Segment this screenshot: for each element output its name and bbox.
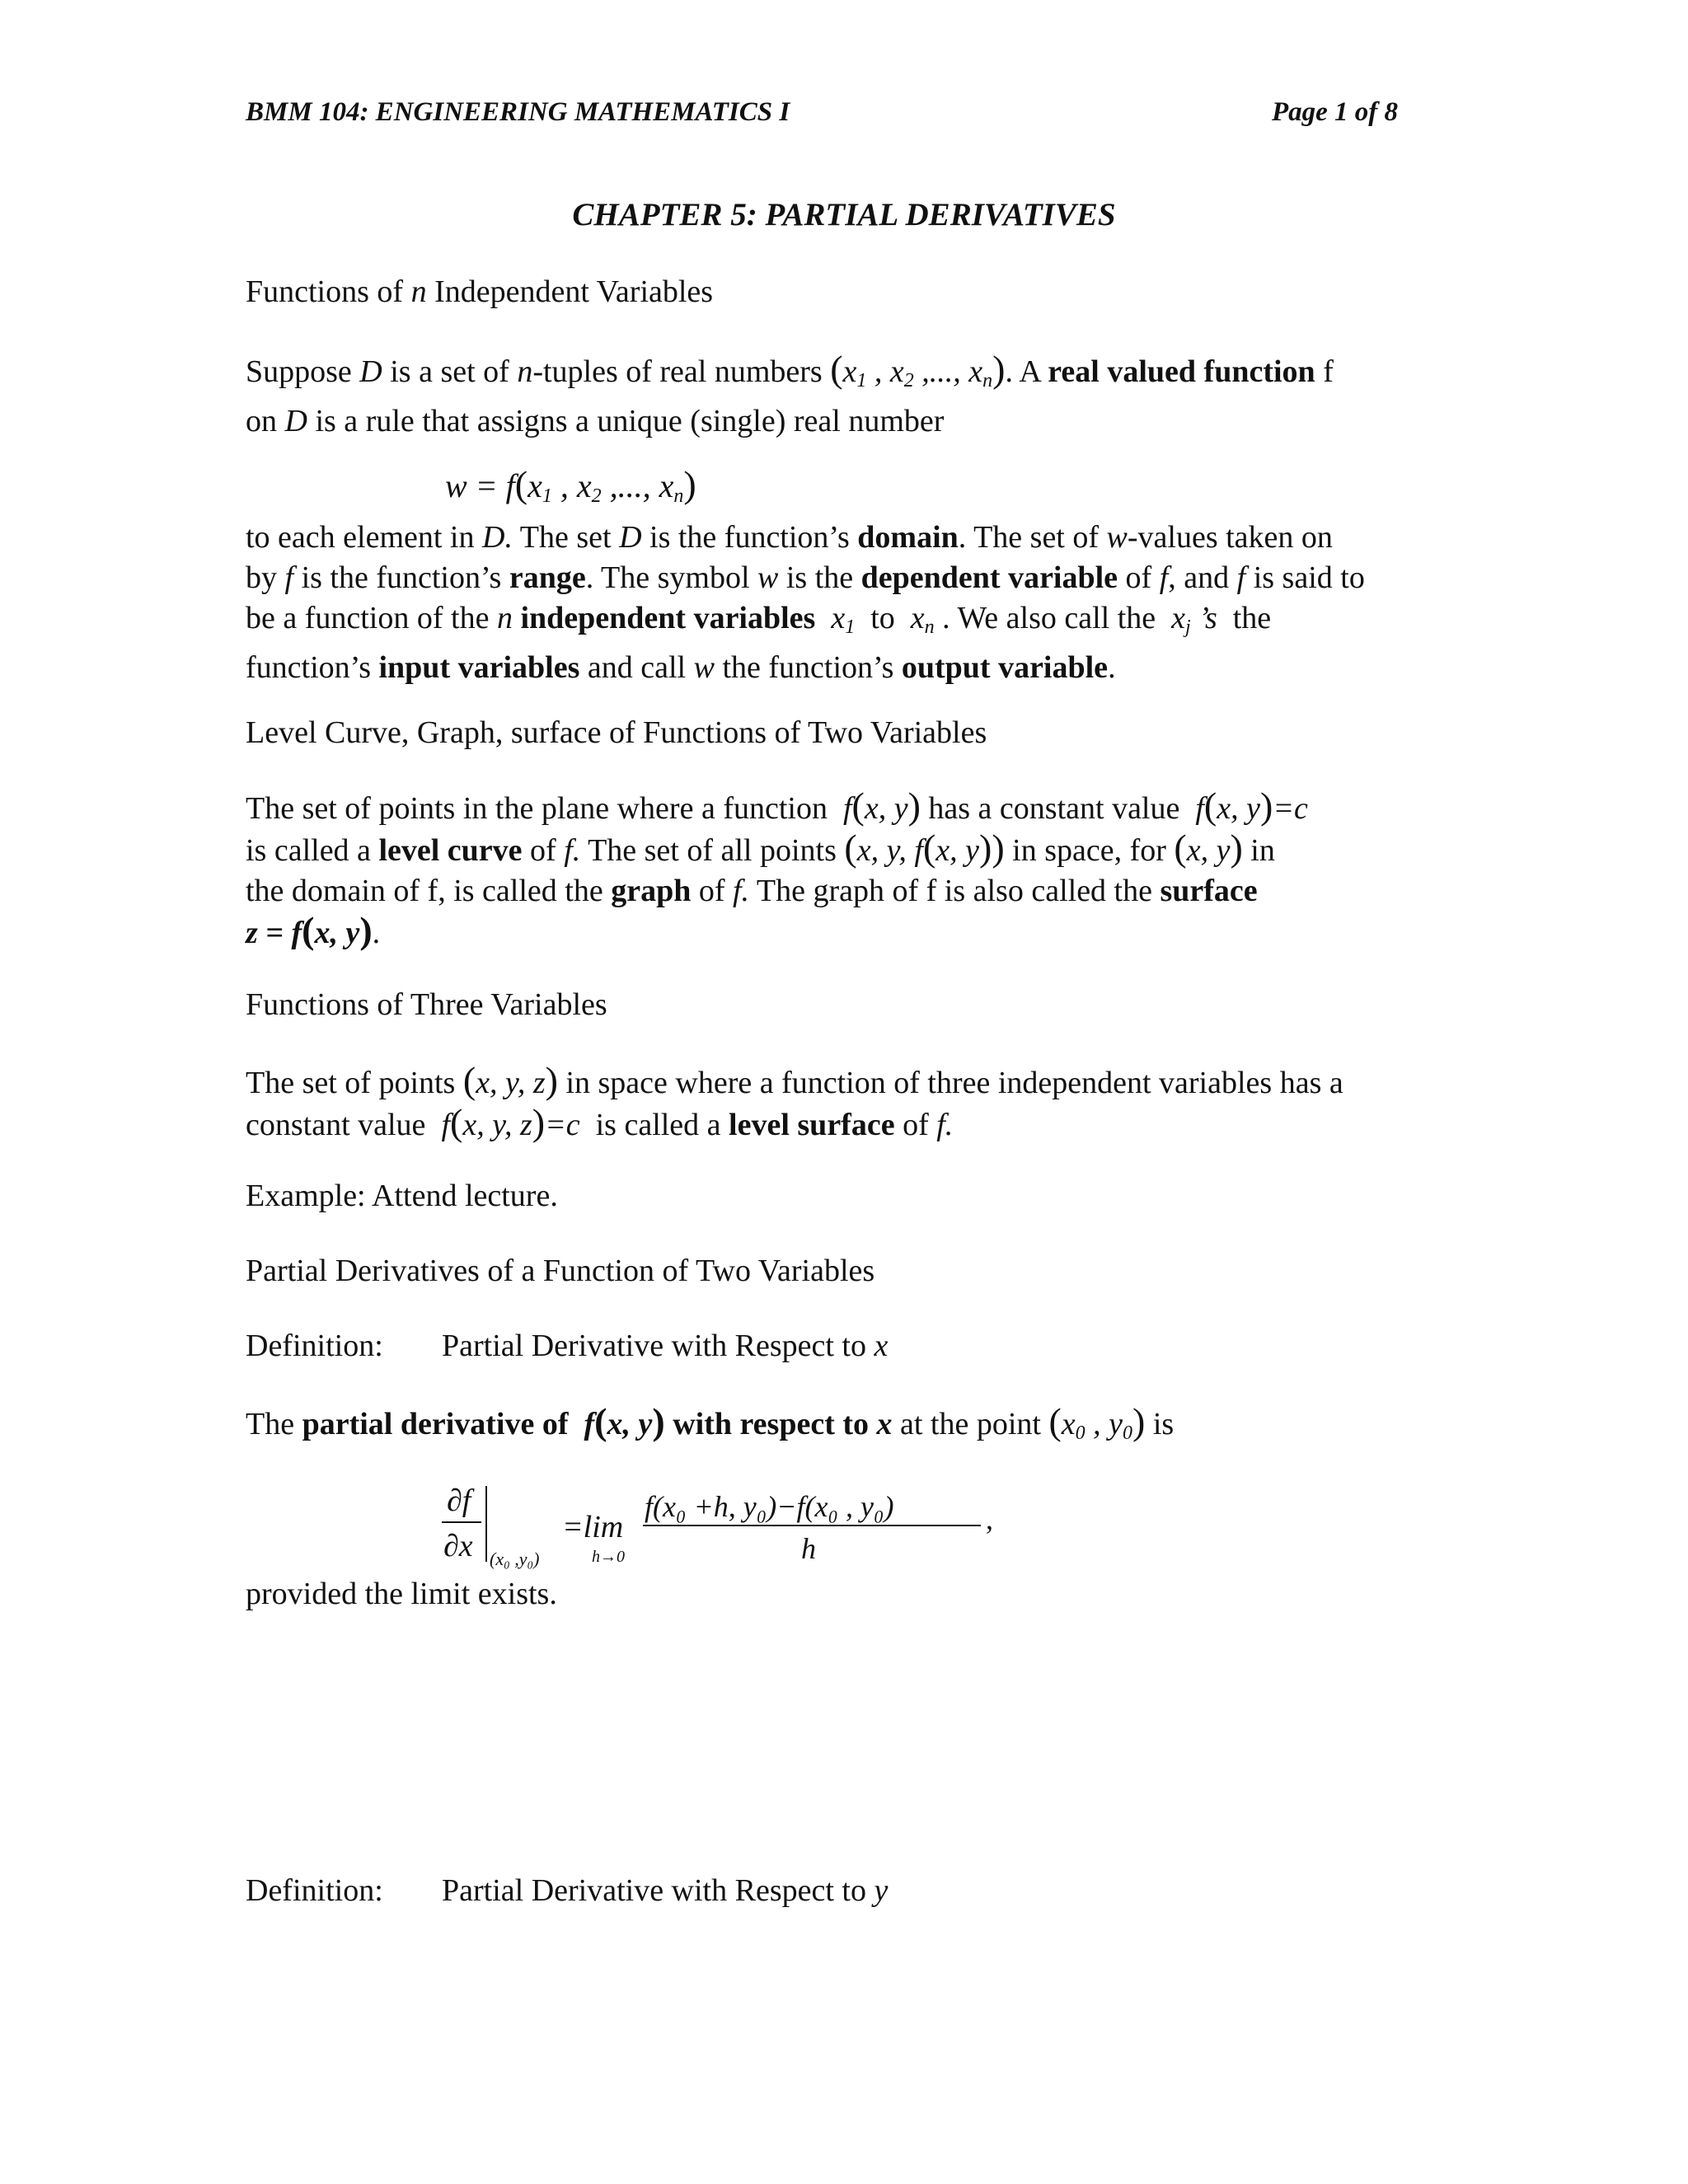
section-heading-three-variables: Functions of Three Variables — [246, 987, 607, 1022]
definition-label-y: Definition: — [246, 1873, 383, 1908]
page-number: Page 1 of 8 — [1271, 97, 1398, 127]
definition-label-x: Definition: — [246, 1329, 383, 1363]
svg-text:∂x: ∂x — [443, 1529, 473, 1563]
equation-w-function: $w = f(x_1$ , $x_2$ ,..., $x_n$) — [445, 463, 696, 507]
svg-text:,: , — [986, 1502, 993, 1535]
svg-text:(x₀ ,y₀): (x₀ ,y₀) — [490, 1549, 540, 1569]
example-note: Example: Attend lecture. — [246, 1179, 558, 1213]
paragraph-partial-x: The partial derivative of f(x, y) with respect to x at the point ($x_0$ , $y_0$) is — [246, 1400, 1175, 1444]
section-heading-partial-derivatives: Partial Derivatives of a Function of Two Variables — [246, 1254, 875, 1288]
partial-derivative-formula — [429, 1479, 1006, 1578]
definition-text-x: Partial Derivative with Respect to x — [442, 1329, 889, 1363]
paragraph-level-curve: The set of points in the plane where a function f(x, y) has a constant value f(x, y)=c is called a level curve of f. The set of all points (x, y, f(x, y)) in space, for (x, y) in the domain of f, is called the graph of f. The graph of f is also called the surface z = f(x, y). — [246, 785, 1308, 951]
section-heading-level-curve: Level Curve, Graph, surface of Functions of Two Variables — [246, 715, 987, 750]
limit-note: provided the limit exists. — [246, 1577, 557, 1611]
paragraph-level-surface: The set of points (x, y, z) in space where a function of three independent variables has a constant value f(x, y, z)=c is called a level surface of f. — [246, 1059, 1343, 1143]
svg-text:∂f: ∂f — [447, 1483, 471, 1518]
course-title: BMM 104: ENGINEERING MATHEMATICS I — [246, 97, 790, 127]
chapter-title: CHAPTER 5: PARTIAL DERIVATIVES — [572, 197, 1116, 232]
svg-text:=lim: =lim — [562, 1510, 624, 1544]
svg-text:h: h — [801, 1532, 816, 1565]
definition-text-y: Partial Derivative with Respect to y — [442, 1873, 889, 1908]
paragraph-real-valued-function: Suppose D is a set of n-tuples of real numbers ($x_1$ , $x_2$ ,..., $x_n$). A real valued function f on D is a rule that assigns a unique (single) real number — [246, 348, 1334, 438]
svg-text:h→0: h→0 — [592, 1548, 625, 1566]
svg-text:f(x₀ +h, y₀)−f(x₀ , y₀): f(x₀ +h, y₀)−f(x₀ , y₀) — [645, 1490, 894, 1523]
paragraph-domain-range: to each element in D. The set D is the function’s domain. The set of w-values taken on by f is the function’s range. The symbol w is the dependent variable of f, and f is said to be a function of the n independent variables $x_1$ to $x_n$ . We also call the $x_j$ ’s the function’s input variables and call w the function’s output variable. — [246, 520, 1365, 685]
section-heading-n-variables: Functions of n Independent Variables — [246, 274, 714, 309]
